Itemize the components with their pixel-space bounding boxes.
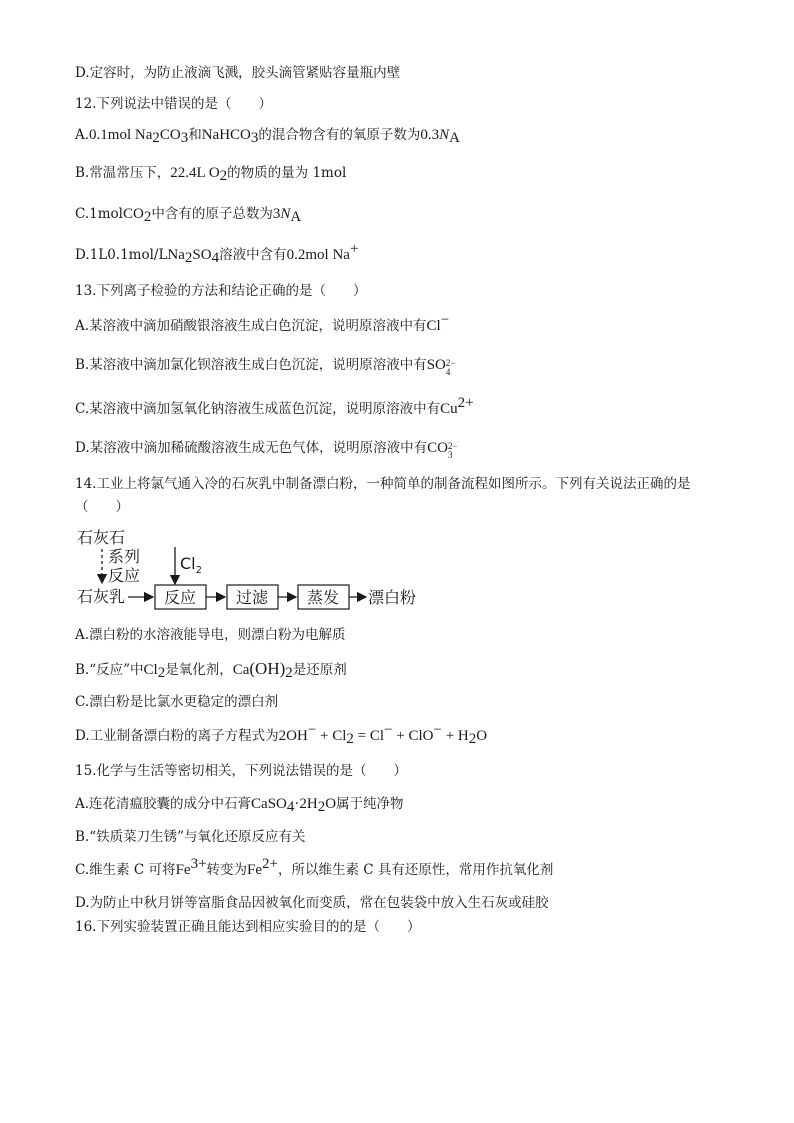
filter-box-label: 过滤 (236, 588, 269, 607)
series-label: 系列 (108, 547, 141, 566)
reaction-box-label: 反应 (164, 588, 197, 607)
q15-option-b: B.“铁质菜刀生锈”与氧化还原反应有关 (75, 829, 306, 845)
evaporate-box-label: 蒸发 (307, 588, 340, 607)
q12-option-a: A.0.1mol $Na_2CO_3$和NaHCO$_3$的混合物含有的氧原子数为$0.3N_A$ (75, 127, 460, 146)
q13-option-a: A.某溶液中滴加硝酸银溶液生成白色沉淀，说明原溶液中有Cl− (75, 312, 450, 334)
q15-option-c: C.维生素 C 可将$Fe^{3+}$转变为$Fe^{2+}$，所以维生素 C 具有还原性，常用作抗氧化剂 (75, 856, 554, 878)
q13-option-d: D.某溶液中滴加稀硫酸溶液生成无色气体，说明原溶液中有CO 2− 3 (75, 440, 458, 460)
q12-option-d: $D.1L0.1mol/LNa_2SO_4$溶液中含有0.2mol Na+ (75, 241, 359, 266)
q16-stem: 16.下列实验装置正确且能达到相应实验目的的是（ ） (75, 919, 421, 935)
q14-option-d: D.工业制备漂白粉的离子方程式为$2OH^- + Cl_2 = Cl^- + ClO^- + H_2O$ (75, 722, 488, 747)
lime-milk-label: 石灰乳 (77, 587, 126, 606)
product-label: 漂白粉 (368, 588, 417, 607)
q14-option-a: A.漂白粉的水溶液能导电，则漂白粉为电解质 (75, 627, 346, 643)
q12-option-c: C.1molCO$_2$中含有的原子总数为$3N_A$ (75, 206, 302, 225)
q14-stem: 14.工业上将氯气通入冷的石灰乳中制备漂白粉，一种简单的制备流程如图所示。下列有关说法正确的是（ ） (75, 476, 691, 515)
q13-option-c: C.某溶液中滴加氢氧化钠溶液生成蓝色沉淀，说明原溶液中有$Cu^{2+}$ (75, 395, 474, 417)
q11-option-d: D.定容时，为防止液滴飞溅，胶头滴管紧贴容量瓶内壁 (75, 65, 401, 81)
reaction-label: 反应 (108, 566, 141, 585)
q15-option-a: A.连花清瘟胶囊的成分中石膏$CaSO_4\cdot 2H_2O$属于纯净物 (75, 796, 404, 815)
q13-option-b: B.某溶液中滴加氯化钡溶液生成白色沉淀，说明原溶液中有SO 2− 4 (75, 357, 456, 377)
q12-stem: 12.下列说法中错误的是（ ） (75, 96, 272, 112)
q14-option-b: B.“反应”中$Cl_2$是氧化剂，$Ca(OH)_2$是还原剂 (75, 659, 347, 681)
q15-stem: 15.化学与生活等密切相关，下列说法错误的是（ ） (75, 763, 407, 779)
preparation-flowchart (75, 525, 417, 615)
q14-option-c: C.漂白粉是比氯水更稳定的漂白剂 (75, 694, 279, 710)
cl2-label: $Cl_2$ (180, 554, 202, 576)
q12-option-b: B.常温常压下，22.4L $O_2$的物质的量为 1mol (75, 165, 347, 184)
q15-option-d: D.为防止中秋月饼等富脂食品因被氧化而变质，常在包装袋中放入生石灰或硅胶 (75, 895, 549, 911)
q13-stem: 13.下列离子检验的方法和结论正确的是（ ） (75, 283, 367, 299)
limestone-label: 石灰石 (77, 528, 126, 547)
